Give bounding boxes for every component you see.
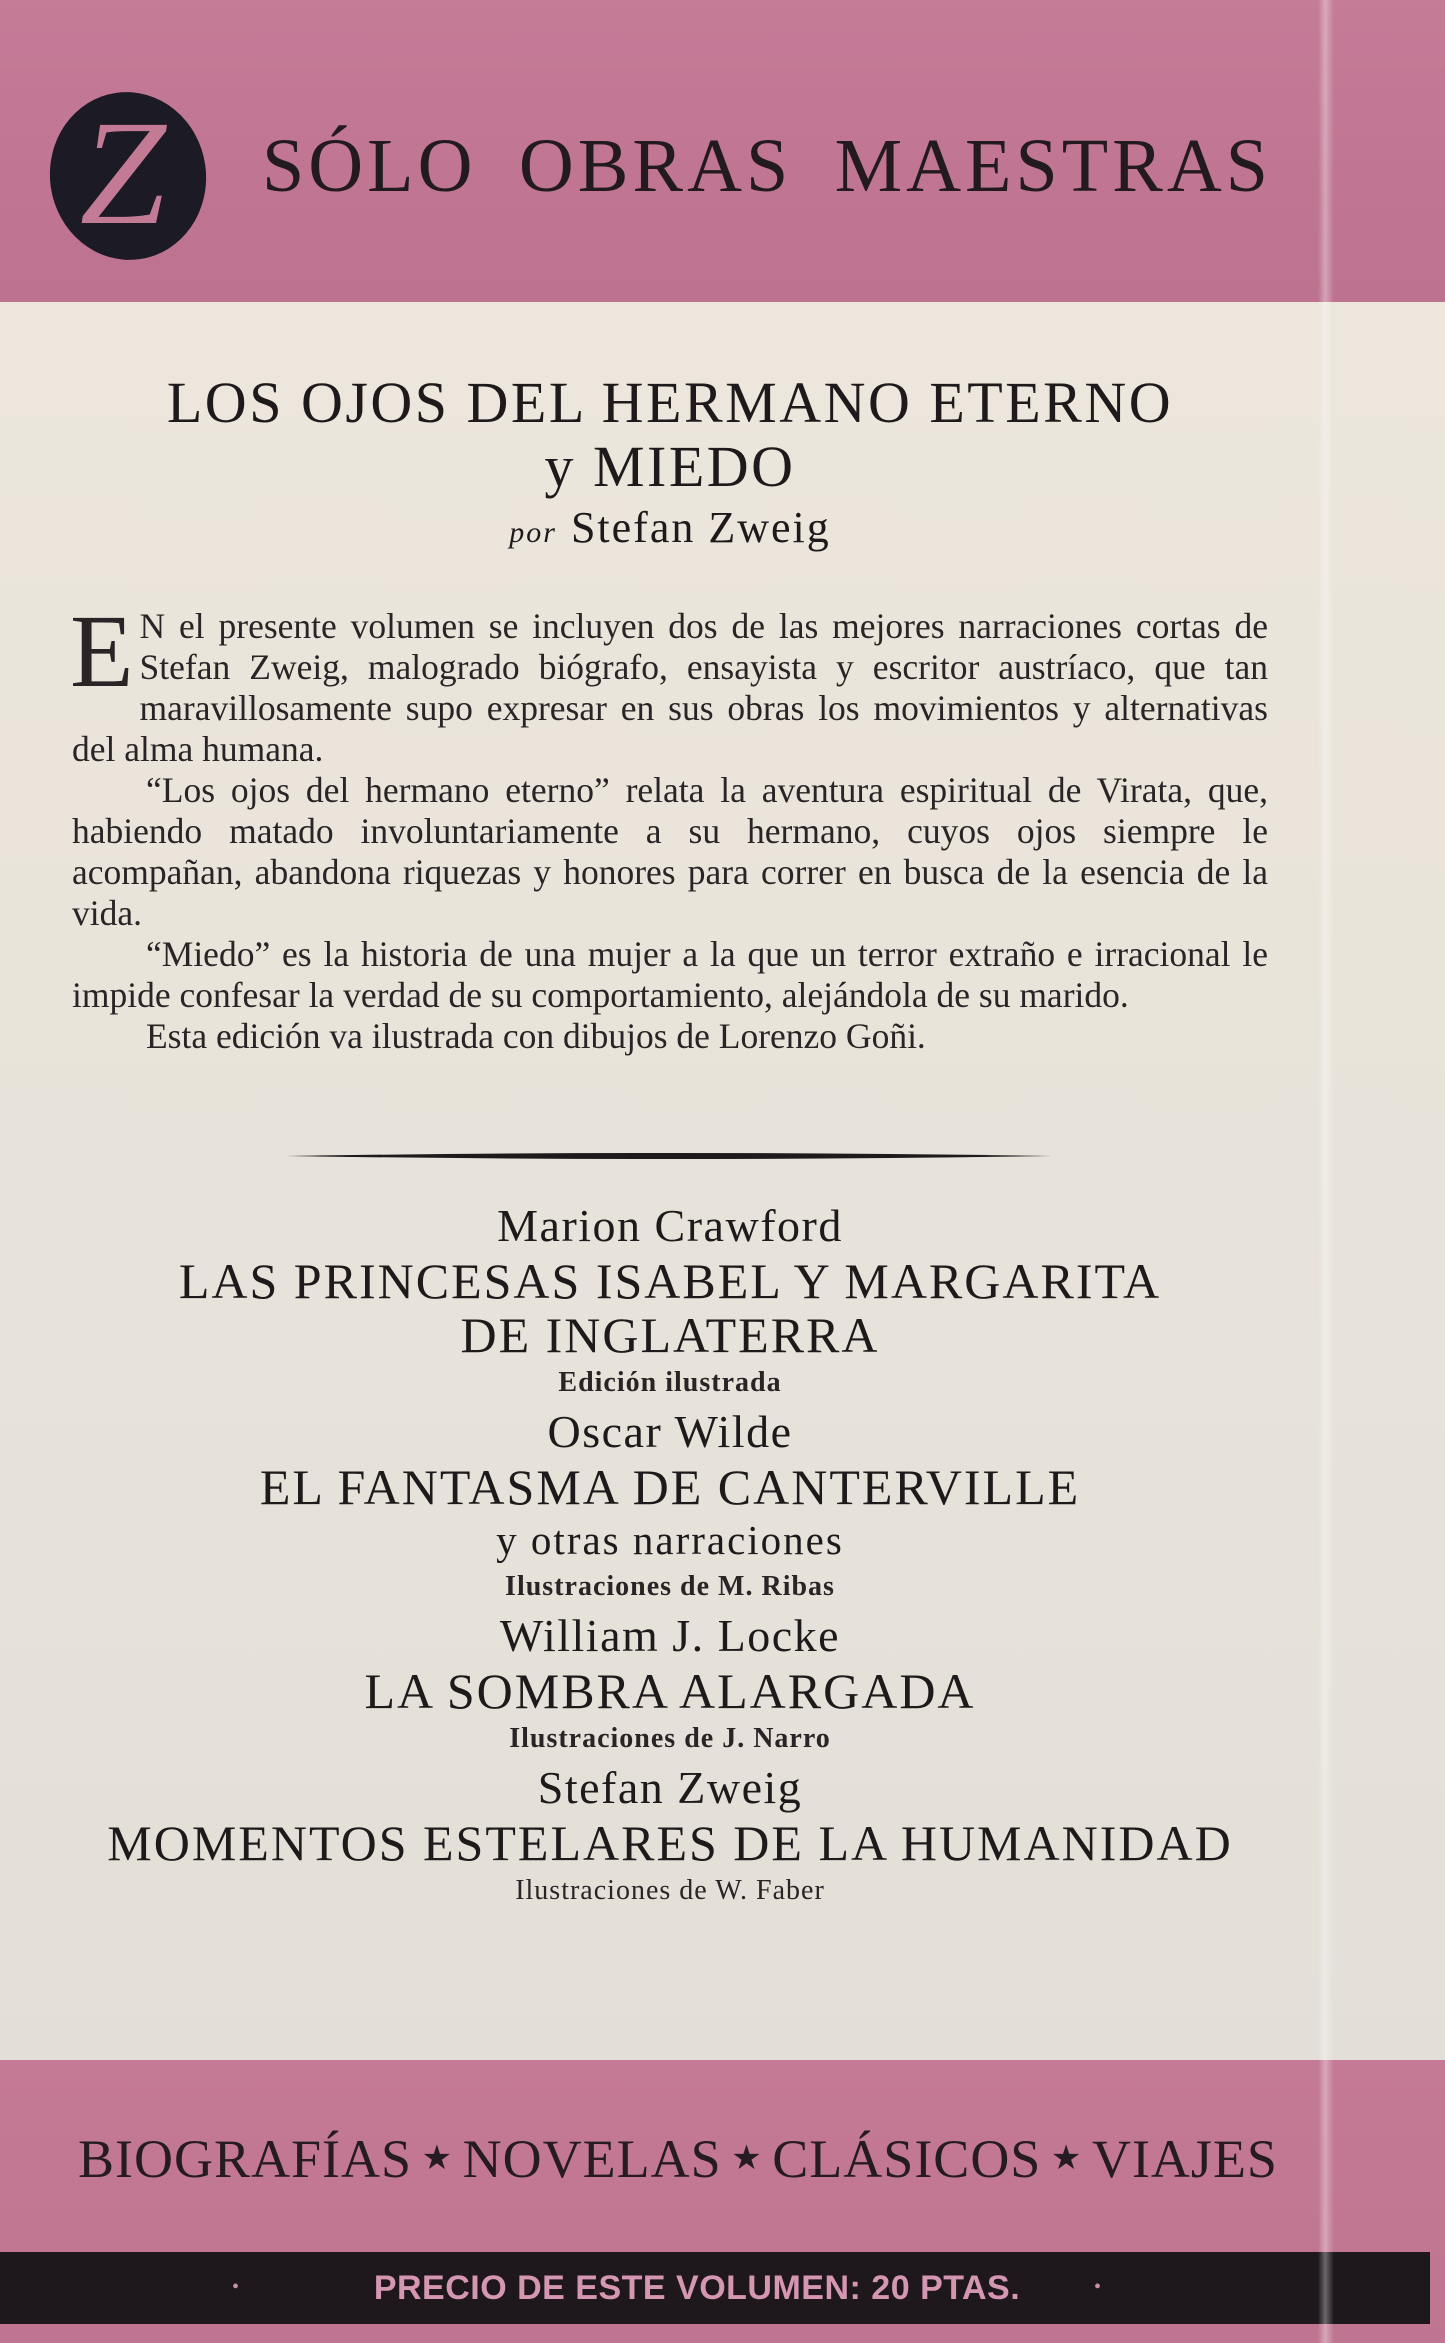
- catalog-item: [0, 1198, 1340, 1404]
- catalog-note: Ilustraciones de J. Narro: [509, 1723, 831, 1754]
- top-band: [0, 0, 1445, 302]
- catalog-note: Ilustraciones de M. Ribas: [505, 1571, 835, 1602]
- catalog-note: Edición ilustrada: [558, 1367, 782, 1398]
- star-icon: ★: [421, 2140, 454, 2177]
- logo-letter: Z: [70, 90, 186, 257]
- book-title: LOS OJOS DEL HERMANO ETERNO: [166, 370, 1174, 435]
- catalog-author: William J. Locke: [499, 1610, 841, 1661]
- catalog-list: [0, 1198, 1340, 1912]
- synopsis: [70, 594, 1268, 1057]
- book-title-second-line: y MIEDO: [544, 434, 796, 499]
- catalog-author: Marion Crawford: [497, 1200, 843, 1251]
- catalog-title: DE INGLATERRA: [460, 1307, 880, 1363]
- catalog-title: LAS PRINCESAS ISABEL Y MARGARITA: [178, 1253, 1162, 1309]
- catalog-item: [0, 1760, 1340, 1912]
- catalog-author: Stefan Zweig: [537, 1762, 803, 1813]
- series-slogan: [262, 124, 1272, 208]
- drop-cap: E: [70, 594, 134, 709]
- z-logo-icon: [39, 82, 217, 270]
- catalog-title: EL FANTASMA DE CANTERVILLE: [259, 1459, 1081, 1515]
- synopsis-paragraph: Esta edición va ilustrada con dibujos de Lorenzo Goñi.: [146, 1016, 926, 1056]
- book-author: Stefan Zweig: [570, 503, 831, 552]
- bullet-icon: •: [1094, 2276, 1102, 2298]
- genre-label: NOVELAS: [462, 2129, 722, 2189]
- byline: [0, 503, 1340, 552]
- star-icon: ★: [1050, 2140, 1083, 2177]
- ornamental-divider: [286, 1152, 1052, 1160]
- by-prefix: por: [509, 516, 557, 549]
- genre-label: BIOGRAFÍAS: [78, 2129, 413, 2189]
- price-bar: [0, 2252, 1430, 2324]
- synopsis-paragraph: “Los ojos del hermano eterno” relata la aventura espiritual de Virata, que, habiendo matado involuntariamente a su hermano, cuyos ojos siempre le acompañan, abandona riquezas y honores para correr en busca de la esencia de la vida.: [72, 770, 1268, 933]
- genre-list: [78, 2129, 1278, 2189]
- price-label: PRECIO DE ESTE VOLUMEN: 20 PTAS.: [373, 2268, 1021, 2307]
- slogan-word: MAESTRAS: [834, 124, 1272, 208]
- genre-label: CLÁSICOS: [772, 2129, 1042, 2189]
- slogan-word: SÓLO: [262, 124, 477, 208]
- star-icon: ★: [731, 2140, 763, 2177]
- catalog-author: Oscar Wilde: [547, 1406, 793, 1457]
- catalog-note: Ilustraciones de W. Faber: [515, 1875, 825, 1906]
- synopsis-paragraph: “Miedo” es la historia de una mujer a la que un terror extraño e irracional le impide confesar la verdad de su comportamiento, alejándola de su marido.: [72, 934, 1268, 1015]
- catalog-subtitle: y otras narraciones: [496, 1517, 844, 1563]
- catalog-item: [0, 1404, 1340, 1608]
- slogan-word: OBRAS: [518, 124, 793, 208]
- synopsis-paragraph: E N el presente volumen se incluyen dos de las mejores narraciones cortas de Stefan Zweig, malogrado biógrafo, ensayista y escritor austríaco, que tan maravillosamente supo expresar en sus obras los movimientos y alternativas del alma humana.: [70, 594, 1268, 769]
- catalog-item: [0, 1608, 1340, 1760]
- catalog-title: MOMENTOS ESTELARES DE LA HUMANIDAD: [107, 1815, 1233, 1871]
- genre-label: VIAJES: [1091, 2129, 1278, 2189]
- bullet-icon: •: [232, 2276, 240, 2298]
- catalog-title: LA SOMBRA ALARGADA: [364, 1663, 976, 1719]
